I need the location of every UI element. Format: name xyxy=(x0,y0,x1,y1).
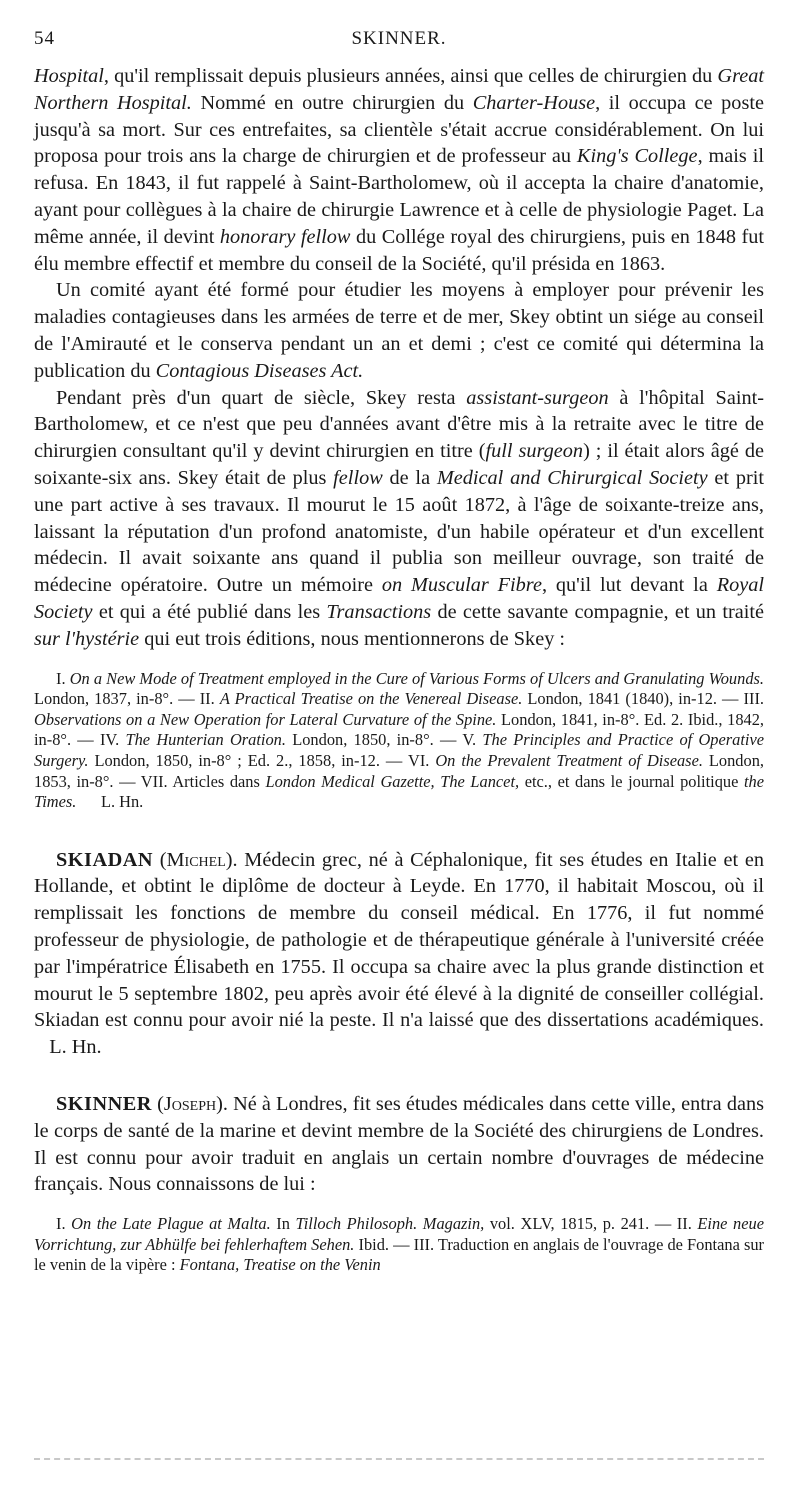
text-run: London, 1850, in-8° ; Ed. 2., 1858, in-12. — VI. xyxy=(88,750,436,770)
italic-run: Hospital xyxy=(34,65,104,87)
italic-run: Tilloch Philosoph. Magazin, xyxy=(295,1214,485,1234)
text-run: ) ; il était alors âgé de soixante-six ans. Skey était de plus xyxy=(34,440,764,489)
text-run: Un comité ayant été formé pour étudier les moyens à employer pour prévenir les maladies contagieuses dans les armées de terre et de mer, Skey obtint un siége au conseil de l'Amirauté et le conserva pendant un an et demi ; c'est ce comité qui détermina la publication du xyxy=(34,279,764,382)
skey-paragraph-3 xyxy=(34,385,764,653)
italic-run: assistant-surgeon xyxy=(466,386,609,409)
text-run: , mais il refusa. En 1843, il fut rappelé à Saint-Bartholomew, où il accepta la chaire d'anatomie, ayant pour collègues à la chaire de chirurgie Lawrence et à celle de physiologie Paget. La même année, il devint xyxy=(34,145,764,248)
text-run: Ibid. — III. Traduction en anglais de l'ouvrage de Fontana sur le venin de la vipère : xyxy=(34,1234,764,1275)
text-run: etc., et dans le journal politique xyxy=(519,771,744,791)
text-run: du Collége royal des chirurgiens, puis en 1848 fut élu membre effectif et membre du conseil de la Société, qu'il présida en 1863. xyxy=(34,225,765,275)
italic-run: Great Northern Hospital. xyxy=(34,65,764,114)
italic-run: Royal Society xyxy=(34,574,765,623)
italic-run: on Muscular Fibre xyxy=(381,574,542,597)
skey-paragraph-1 xyxy=(34,63,764,277)
skinner-headword: SKINNER xyxy=(56,1093,152,1116)
italic-run: sur l'hystérie xyxy=(34,627,140,650)
text-run: , qu'il remplissait depuis plusieurs années, ainsi que celles de chirurgien du xyxy=(103,65,718,87)
text-run: et prit une part active à ses travaux. Il mourut le 15 août 1872, à l'âge de soixante-treize ans, laissant la réputation d'un profond anatomiste, d'un habile opérateur et d'un excellent médecin. Il avait soixante ans quand il publia son meilleur ouvrage, son traité de médecine opératoire. Outre un mémoire xyxy=(34,466,764,597)
text-run: London, 1841 (1840), in-12. — III. xyxy=(522,689,764,709)
text-run: de la xyxy=(382,466,437,489)
text-run: I. xyxy=(56,1214,72,1234)
italic-run: King's College xyxy=(576,145,698,168)
text-run: , qu'il lut devant la xyxy=(541,574,717,597)
italic-run: fellow xyxy=(333,466,383,489)
text-run: I. xyxy=(56,668,70,688)
italic-run: London Medical Gazette, The Lancet, xyxy=(265,771,520,791)
skey-paragraph-2 xyxy=(34,277,764,384)
italic-run: full surgeon xyxy=(485,440,584,463)
skinner-entry xyxy=(34,1091,764,1198)
italic-run: On a New Mode of Treatment employed in the Cure of Various Forms of Ulcers and Granulating Wounds. xyxy=(69,668,764,688)
text-run: , il occupa ce poste jusqu'à sa mort. Sur ces entrefaites, sa clientèle s'était accrue considérablement. On lui proposa pour trois ans la charge de chirurgien et de professeur au xyxy=(34,91,764,168)
page-number: 54 xyxy=(34,28,55,49)
page-body xyxy=(34,63,764,1276)
italic-run: Transactions xyxy=(326,600,432,623)
text-run: Nommé en outre chirurgien du xyxy=(191,91,473,114)
italic-run: On the Late Plague at Malta. xyxy=(71,1214,271,1234)
italic-run: Medical and Chirurgical Society xyxy=(436,466,708,489)
italic-run: A Practical Treatise on the Venereal Disease. xyxy=(219,689,523,709)
text-run: London, 1850, in-8°. — V. xyxy=(285,730,483,750)
italic-run: Charter-House xyxy=(472,91,596,114)
text-run: et qui a été publié dans les xyxy=(92,600,327,623)
page-header xyxy=(34,28,764,54)
skiadan-headword: SKIADAN xyxy=(56,848,154,871)
text-run: London, 1837, in-8°. — II. xyxy=(34,689,220,709)
italic-run: The Hunterian Oration. xyxy=(125,730,286,750)
italic-run: On the Prevalent Treatment of Disease. xyxy=(435,750,703,770)
skiadan-entry xyxy=(34,847,764,1061)
text-run: In xyxy=(270,1214,296,1234)
italic-run: Eine neue Vorrichtung, zur Abhülfe bei fehlerhaftem Sehen. xyxy=(34,1214,764,1254)
text-run: L. Hn. xyxy=(76,792,144,812)
skinner-text: Né à Londres, fit ses études médicales dans cette ville, entra dans le corps de santé de la marine et devint membre de la Société des chirurgiens de Londres. Il est connu pour avoir traduit en anglais un certain nombre d'ouvrages de médecine français. Nous connaissons de lui : xyxy=(34,1093,764,1196)
skinner-bibliography xyxy=(34,1214,764,1276)
italic-run: the Times. xyxy=(34,771,764,812)
text-run: vol. XLV, 1815, p. 241. — II. xyxy=(484,1214,698,1234)
skiadan-text: Médecin grec, né à Céphalonique, fit ses études en Italie et en Hollande, et obtint le diplôme de docteur à Leyde. En 1770, il habitait Moscou, où il remplissait les fonctions de membre du conseil médical. En 1776, il fut nommé professeur de physiologie, de pathologie et de thérapeutique générale à l'université créée par l'impératrice Élisabeth en 1755. Il occupa sa chaire avec la plus grande distinction et mourut le 5 septembre 1802, peu après avoir été élevé à la dignité de conseiller collégial. Skiadan est connu pour avoir nié la peste. Il n'a laissé que des dissertations académiques. xyxy=(34,848,764,1032)
page-bottom-rule xyxy=(34,1458,764,1460)
text-run: qui eut trois éditions, nous mentionnerons de Skey : xyxy=(139,627,566,650)
text-run: London, 1841, in-8°. Ed. 2. Ibid., 1842, in-8°. — IV. xyxy=(34,709,765,750)
text-run: de cette savante compagnie, et un traité xyxy=(431,600,764,623)
italic-run: Fontana, Treatise on the Venin xyxy=(179,1255,381,1275)
running-head: SKINNER. xyxy=(351,28,447,49)
text-run: Pendant près d'un quart de siècle, Skey resta xyxy=(56,386,467,409)
text-run: London, 1853, in-8°. — VII. Articles dans xyxy=(34,750,764,791)
skiadan-given-name: (Michel). xyxy=(159,848,238,871)
skey-bibliography xyxy=(34,669,764,813)
text-run: à l'hôpital Saint-Bartholomew, et ce n'est que peu d'années avant d'être mis à la retraite avec le titre de chirurgien consultant qu'il y devint chirurgien en titre ( xyxy=(34,386,764,463)
skinner-given-name: (Joseph). xyxy=(157,1093,228,1116)
italic-run: Observations on a New Operation for Lateral Curvature of the Spine. xyxy=(34,709,497,729)
italic-run: honorary fellow xyxy=(219,225,351,248)
italic-run: The Principles and Practice of Operative Surgery. xyxy=(34,730,765,770)
italic-run: Contagious Diseases Act. xyxy=(155,359,364,382)
skiadan-signature: L. Hn. xyxy=(34,1036,102,1059)
